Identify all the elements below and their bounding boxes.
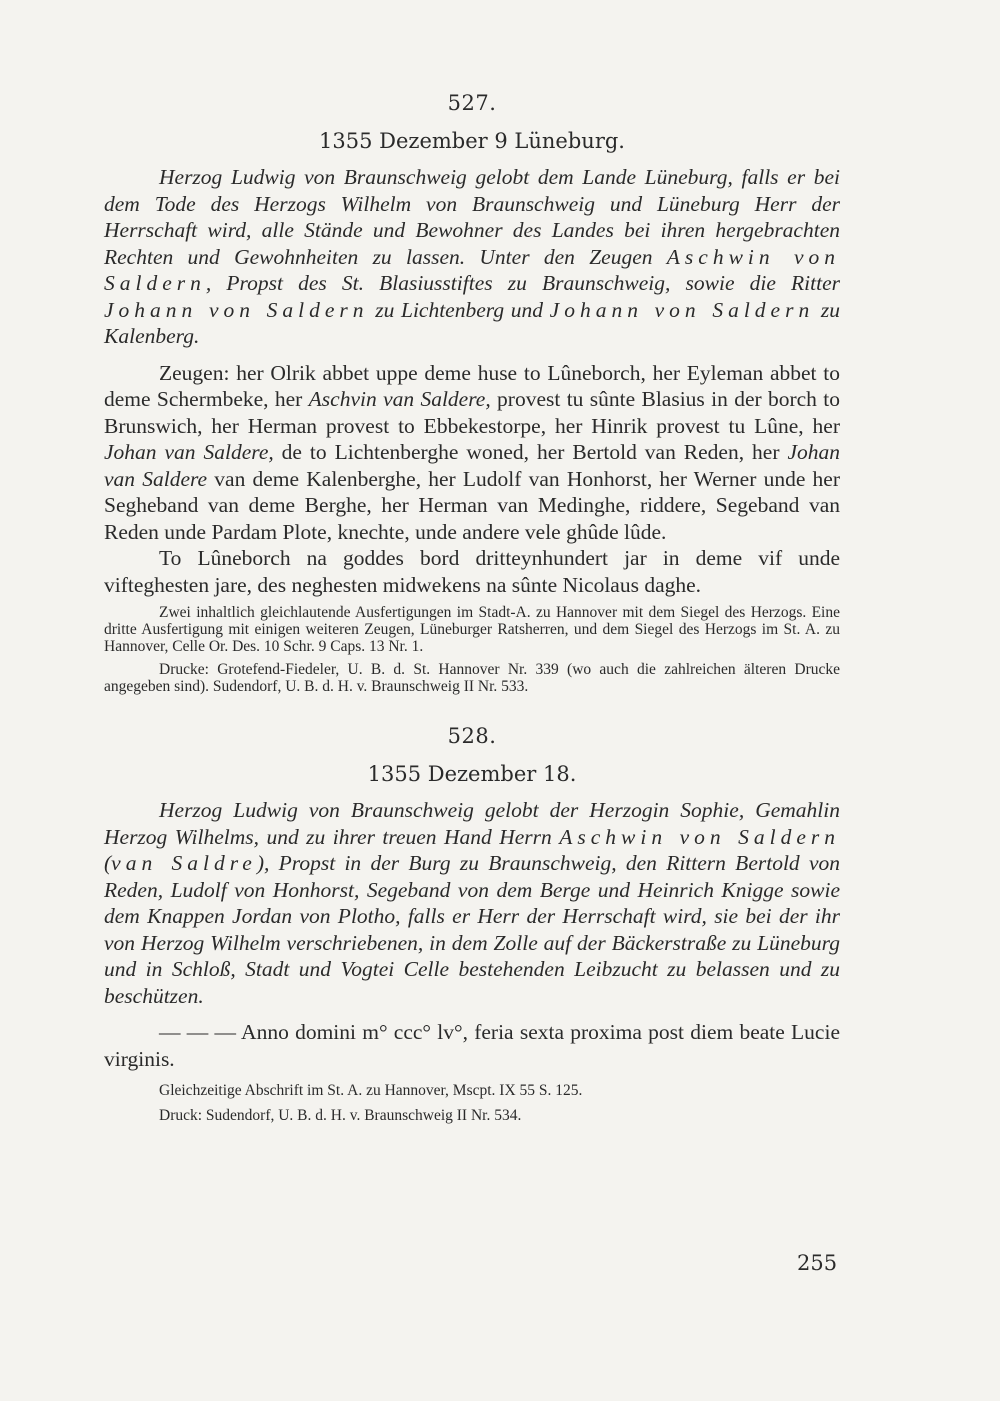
dating-paragraph: To Lûneborch na goddes bord dritteynhundert jar in deme vif unde vifteghesten jare, des neghesten midwekens na sûnte Nicolaus daghe.: [104, 546, 840, 597]
archive-note: Zwei inhaltlich gleichlautende Ausfertigungen im Stadt-A. zu Hannover mit dem Siegel des Herzogs. Eine dritte Ausfertigung mit einigen weiteren Zeugen, Lüneburger Ratsherren, und dem Siegel des Herzogs im St. A. zu Hannover, Celle Or. Des. 10 Schr. 9 Caps. 13 Nr. 1.: [104, 604, 840, 655]
page-number: 255: [797, 1251, 838, 1275]
document-date: 1355 Dezember 18.: [367, 762, 577, 786]
regest-528: Herzog Ludwig von Braunschweig gelobt der Herzogin Sophie, Gemahlin Herzog Wilhelms, und zu ihrer treuen Hand Herrn Aschwin von Saldern (van Saldre), Propst in der Burg zu Braunschweig, den Rittern Bertold von Reden, Ludolf von Honhorst, Segeband von dem Berge und Heinrich Knigge sowie dem Knappen Jordan von Plotho, falls er Herr der Herrschaft wird, sie bei der ihr von Herzog Wilhelm verschriebenen, in dem Zolle auf der Bäckerstraße zu Lüneburg und in Schloß, Stadt und Vogtei Celle bestehenden Leibzucht zu belassen und zu beschützen.: [104, 798, 840, 1008]
document-number: 527.: [447, 91, 497, 115]
witness-paragraph: Zeugen: her Olrik abbet uppe deme huse to Lûneborch, her Eyleman abbet to deme Schermbeke, her Aschvin van Saldere, provest tu sûnte Blasius in der borch to Brunswich, her Herman provest to Ebbekestorpe, her Hinrik provest tu Lûne, her Johan van Saldere, de to Lichtenberghe woned, her Bertold van Reden, her Johan van Saldere van deme Kalenberghe, her Ludolf van Honhorst, her Werner unde her Segheband van deme Berghe, her Herman van Medinghe, riddere, Segeband van Reden unde Pardam Plote, knechte, unde andere vele ghûde lûde.: [104, 360, 840, 544]
print-note: Druck: Sudendorf, U. B. d. H. v. Braunschweig II Nr. 534.: [159, 1107, 522, 1124]
regest-527: Herzog Ludwig von Braunschweig gelobt dem Lande Lüneburg, falls er bei dem Tode des Herzogs Wilhelm von Braunschweig und Lüneburg Herr der Herrschaft wird, alle Stände und Bewohner des Landes bei ihren hergebrachten Rechten und Gewohnheiten zu lassen. Unter den Zeugen Aschwin von Saldern, Propst des St. Blasiusstiftes zu Braunschweig, sowie die Ritter Johann von Saldern zu Lichtenberg und Johann von Saldern zu Kalenberg.: [104, 165, 840, 348]
document-date: 1355 Dezember 9 Lüneburg.: [319, 129, 625, 153]
document-column: [104, 90, 840, 1128]
print-note: Drucke: Grotefend-Fiedeler, U. B. d. St. Hannover Nr. 339 (wo auch die zahlreichen älteren Drucke angegeben sind). Sudendorf, U. B. d. H. v. Braunschweig II Nr. 533.: [104, 661, 840, 695]
document-number: 528.: [447, 724, 497, 748]
dating-paragraph: — — — Anno domini m° ccc° lv°, feria sexta proxima post diem beate Lucie virginis.: [104, 1020, 840, 1071]
source-note: Gleichzeitige Abschrift im St. A. zu Hannover, Mscpt. IX 55 S. 125.: [159, 1082, 583, 1099]
